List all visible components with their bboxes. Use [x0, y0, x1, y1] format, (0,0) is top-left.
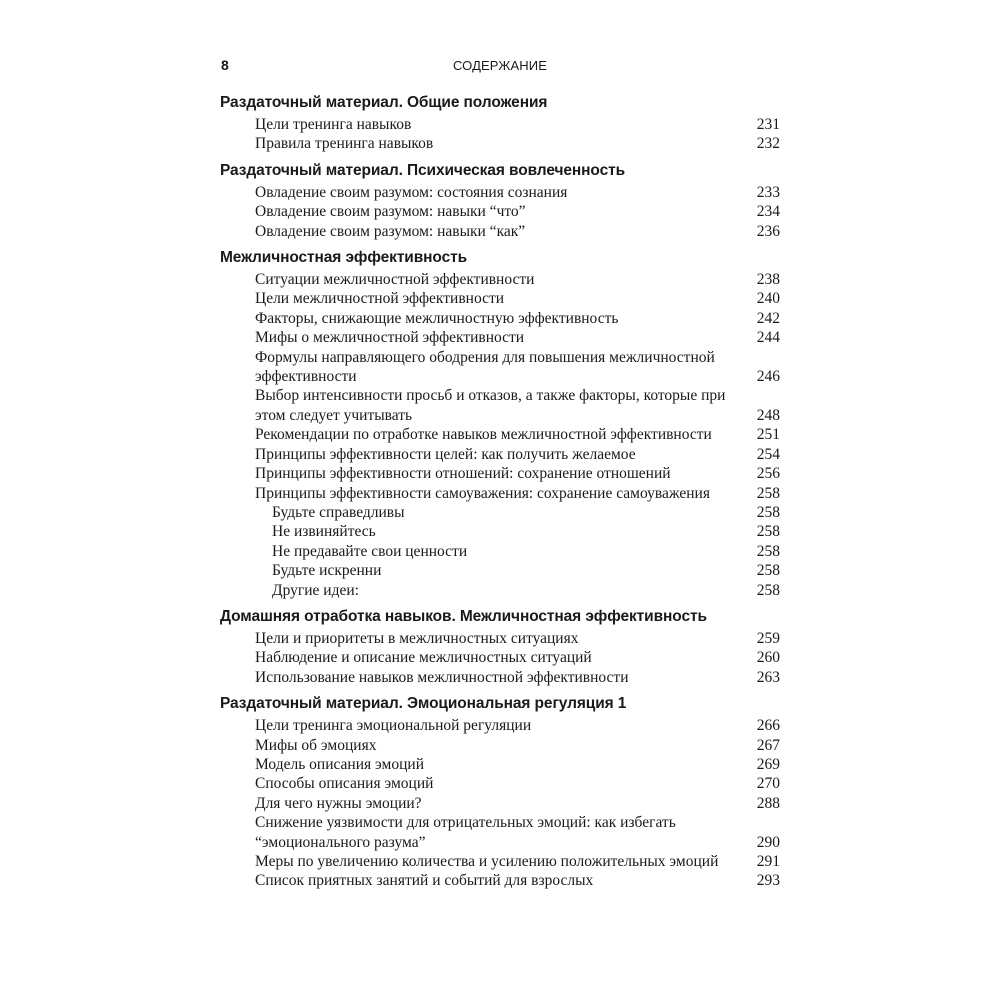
entry-page-number: 232 [756, 135, 780, 153]
toc-entry[interactable] [220, 813, 780, 852]
entry-page-number: 251 [756, 426, 780, 444]
toc-entry[interactable] [220, 716, 780, 735]
toc-entry[interactable] [220, 328, 780, 347]
section-title[interactable]: Раздаточный материал. Общие положения [220, 94, 548, 111]
entry-label: Мифы об эмоциях [255, 736, 377, 754]
toc-subentry[interactable] [220, 522, 780, 541]
entry-page-number: 248 [756, 406, 780, 424]
entry-label: Модель описания эмоций [255, 755, 424, 773]
entry-page-number: 258 [756, 542, 780, 560]
toc-subentry[interactable] [220, 542, 780, 561]
section-title[interactable]: Домашняя отработка навыков. Межличностная эффективность [220, 607, 707, 625]
entry-label: Правила тренинга навыков [255, 135, 434, 153]
entry-page-number: 269 [756, 755, 780, 773]
toc-entry[interactable] [220, 852, 780, 871]
toc-entry[interactable] [220, 668, 780, 687]
toc-subentry[interactable] [220, 561, 780, 580]
entry-label: Будьте искренни [272, 562, 382, 580]
entry-page-number: 238 [756, 271, 780, 289]
entry-label: Выбор интенсивности просьб и отказов, а также факторы, которые при этом следует учитывать [255, 387, 726, 424]
toc-entry[interactable] [220, 270, 780, 289]
toc-entry[interactable] [220, 445, 780, 464]
toc-section [220, 92, 780, 154]
entry-label: Не извиняйтесь [272, 523, 376, 541]
entry-page-number: 263 [756, 668, 780, 686]
entry-label: Другие идеи: [272, 581, 359, 599]
entry-label: Принципы эффективности самоуважения: сохранение самоуважения [255, 484, 710, 502]
entry-label: Цели и приоритеты в межличностных ситуациях [255, 629, 579, 647]
toc-entry[interactable] [220, 871, 780, 890]
entry-label: Цели тренинга навыков [255, 116, 412, 133]
entry-page-number: 258 [756, 503, 780, 521]
entry-label: Цели тренинга эмоциональной регуляции [255, 717, 532, 735]
toc-entry[interactable] [220, 629, 780, 648]
entry-label: Список приятных занятий и событий для взрослых [255, 872, 594, 890]
entry-label: Способы описания эмоций [255, 775, 434, 793]
entry-page-number: 240 [756, 290, 780, 308]
entry-page-number: 254 [756, 445, 780, 463]
toc-section [220, 693, 780, 891]
entry-page-number: 258 [756, 562, 780, 580]
entry-label: Факторы, снижающие межличностную эффективность [255, 309, 619, 327]
toc-entry[interactable] [220, 348, 780, 387]
entry-label: Овладение своим разумом: навыки “как” [255, 222, 526, 240]
entry-page-number: 233 [756, 183, 780, 201]
entry-page-number: 258 [756, 523, 780, 541]
toc-entry[interactable] [220, 648, 780, 667]
entry-page-number: 244 [756, 329, 780, 347]
entry-label: Использование навыков межличностной эффективности [255, 668, 629, 686]
toc-entry[interactable] [220, 183, 780, 202]
entry-label: Снижение уязвимости для отрицательных эмоций: как избегать “эмоционального разума” [255, 814, 676, 851]
table-of-contents [220, 92, 780, 897]
entry-label: Наблюдение и описание межличностных ситуаций [255, 649, 592, 667]
toc-entry[interactable] [220, 774, 780, 793]
toc-subentry[interactable] [220, 503, 780, 522]
entry-label: Принципы эффективности целей: как получить желаемое [255, 445, 636, 463]
entry-page-number: 291 [756, 853, 780, 870]
toc-section [220, 606, 780, 687]
toc-section [220, 160, 780, 241]
entry-page-number: 266 [756, 717, 780, 735]
entry-page-number: 259 [756, 629, 780, 647]
entry-label: Не предавайте свои ценности [272, 542, 468, 560]
entry-label: Овладение своим разумом: навыки “что” [255, 203, 526, 221]
toc-entry[interactable] [220, 202, 780, 221]
section-title[interactable]: Раздаточный материал. Психическая вовлеченность [220, 161, 626, 179]
toc-entry[interactable] [220, 134, 780, 153]
section-title[interactable]: Раздаточный материал. Эмоциональная регуляция 1 [220, 695, 627, 713]
entry-page-number: 290 [756, 833, 780, 851]
toc-entry[interactable] [220, 484, 780, 503]
toc-entry[interactable] [220, 115, 780, 134]
toc-entry[interactable] [220, 794, 780, 813]
entry-page-number: 260 [756, 649, 780, 667]
toc-entry[interactable] [220, 309, 780, 328]
entry-page-number: 258 [756, 484, 780, 502]
entry-label: Овладение своим разумом: состояния сознания [255, 183, 568, 201]
entry-label: Ситуации межличностной эффективности [255, 271, 535, 289]
toc-entry[interactable] [220, 464, 780, 483]
entry-page-number: 246 [756, 368, 780, 386]
entry-label: Для чего нужны эмоции? [255, 794, 422, 812]
toc-section [220, 247, 780, 600]
entry-label: Цели межличностной эффективности [255, 290, 505, 308]
entry-page-number: 288 [756, 794, 780, 812]
page-number: 8 [221, 57, 229, 73]
toc-entry[interactable] [220, 386, 780, 425]
entry-label: Будьте справедливы [272, 503, 405, 521]
entry-label: Меры по увеличению количества и усилению положительных эмоций [255, 853, 719, 870]
toc-entry[interactable] [220, 736, 780, 755]
entry-label: Мифы о межличностной эффективности [255, 329, 525, 347]
entry-label: Рекомендации по отработке навыков межличностной эффективности [255, 426, 712, 444]
toc-subentry[interactable] [220, 581, 780, 600]
toc-entry[interactable] [220, 755, 780, 774]
entry-page-number: 256 [756, 465, 780, 483]
toc-entry[interactable] [220, 222, 780, 241]
section-title[interactable]: Межличностная эффективность [220, 249, 468, 267]
entry-page-number: 258 [756, 581, 780, 599]
entry-page-number: 231 [756, 116, 780, 133]
entry-page-number: 293 [756, 872, 780, 890]
running-title: СОДЕРЖАНИЕ [452, 58, 547, 73]
entry-page-number: 236 [756, 222, 780, 240]
entry-label: Формулы направляющего ободрения для повышения межличностной эффективности [255, 348, 715, 386]
entry-page-number: 234 [756, 203, 780, 221]
toc-entry[interactable] [220, 425, 780, 444]
toc-entry[interactable] [220, 289, 780, 308]
page-header [220, 57, 780, 77]
entry-page-number: 267 [756, 736, 780, 754]
entry-page-number: 242 [756, 309, 780, 327]
entry-label: Принципы эффективности отношений: сохранение отношений [255, 465, 671, 483]
entry-page-number: 270 [756, 775, 780, 793]
